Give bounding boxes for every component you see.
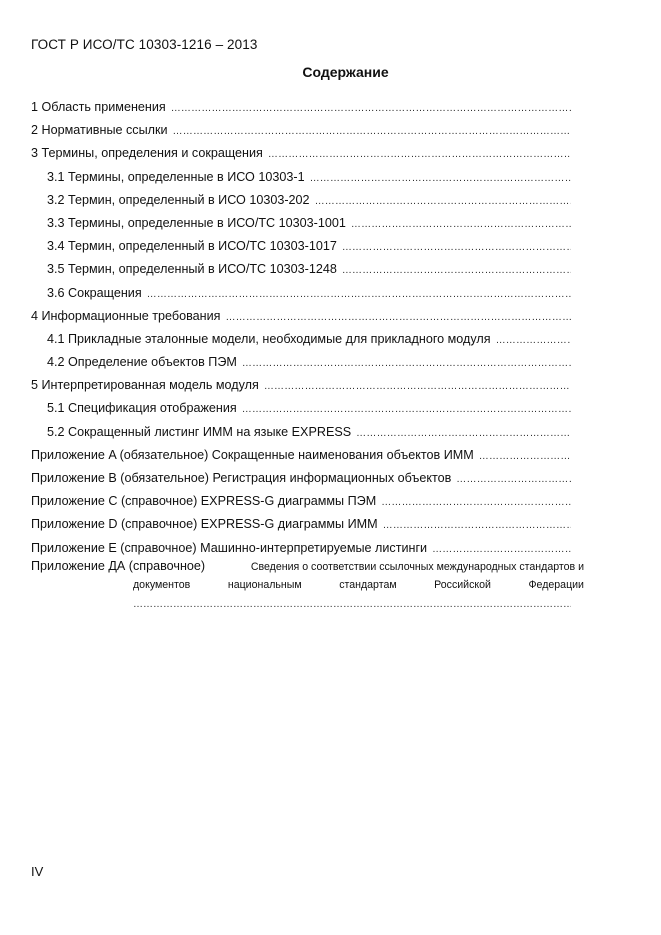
toc-entry[interactable] <box>31 142 571 165</box>
dot-leader <box>268 143 571 166</box>
appendix-da-word: документов <box>133 579 191 591</box>
toc-entry-text: 3.1 Термины, определенные в ИСО 10303-1 <box>47 169 305 184</box>
toc-entry[interactable] <box>31 258 571 281</box>
toc-entry-text: 5.2 Сокращенный листинг ИММ на языке EXPRESS <box>47 424 352 439</box>
toc-entry[interactable] <box>31 490 571 513</box>
dot-leader <box>342 259 571 282</box>
appendix-da-title-line2 <box>133 579 584 591</box>
dot-leader <box>496 329 571 352</box>
table-of-contents <box>31 96 571 560</box>
toc-entry-appendix-da[interactable] <box>31 559 584 610</box>
toc-entry[interactable] <box>31 467 571 490</box>
toc-entry[interactable] <box>31 374 571 397</box>
dot-leader <box>432 538 571 561</box>
contents-title: Содержание <box>302 64 389 80</box>
toc-entry-text: 3.4 Термин, определенный в ИСО/ТС 10303-1017 <box>47 239 337 254</box>
appendix-da-word: Федерации <box>528 579 584 591</box>
toc-entry[interactable] <box>31 189 571 212</box>
dot-leader <box>310 167 571 190</box>
dot-leader <box>342 236 571 259</box>
appendix-da-word: Российской <box>434 579 491 591</box>
appendix-da-word: стандартам <box>339 579 397 591</box>
toc-entry[interactable] <box>31 421 571 444</box>
toc-entry[interactable] <box>31 351 571 374</box>
toc-entry[interactable] <box>31 305 571 328</box>
toc-entry-text: 3.5 Термин, определенный в ИСО/ТС 10303-1248 <box>47 262 337 277</box>
toc-entry[interactable] <box>31 119 571 142</box>
toc-entry[interactable] <box>31 444 571 467</box>
toc-entry-text: 3.2 Термин, определенный в ИСО 10303-202 <box>47 192 310 207</box>
dot-leader <box>173 120 571 143</box>
dot-leader <box>171 97 571 120</box>
toc-entry[interactable] <box>31 212 571 235</box>
toc-entry[interactable] <box>31 513 571 536</box>
dot-leader <box>383 514 571 537</box>
toc-entry-text: Приложение A (обязательное) Сокращенные наименования объектов ИММ <box>31 447 474 462</box>
dot-leader <box>242 398 571 421</box>
toc-entry-text: 3.3 Термины, определенные в ИСО/ТС 10303-1001 <box>47 215 346 230</box>
toc-entry-text: 5 Интерпретированная модель модуля <box>31 378 259 393</box>
dot-leader <box>242 352 571 375</box>
toc-entry-text: 5.1 Спецификация отображения <box>47 401 237 416</box>
document-header: ГОСТ Р ИСО/ТС 10303-1216 – 2013 <box>31 37 258 52</box>
toc-entry-text: 3 Термины, определения и сокращения <box>31 146 263 161</box>
toc-entry-text: 1 Область применения <box>31 100 166 114</box>
dot-leader <box>315 190 571 213</box>
appendix-da-title-line1: Сведения о соответствии ссылочных международных стандартов и <box>250 561 584 573</box>
dot-leader <box>381 491 571 514</box>
dot-leader <box>264 375 571 398</box>
toc-entry-text: 4 Информационные требования <box>31 308 221 323</box>
dot-leader <box>356 422 571 445</box>
toc-entry[interactable] <box>31 537 571 560</box>
dot-leader <box>479 445 571 468</box>
toc-entry-text: 4.2 Определение объектов ПЭМ <box>47 355 237 370</box>
appendix-da-label: Приложение ДА (справочное) <box>31 559 206 573</box>
toc-entry-text: 4.1 Прикладные эталонные модели, необходимые для прикладного модуля <box>47 331 491 346</box>
toc-entry-text: Приложение D (справочное) EXPRESS-G диаграммы ИММ <box>31 517 378 532</box>
dot-leader <box>147 283 571 306</box>
page-number: IV <box>31 864 44 879</box>
toc-entry-text: Приложение B (обязательное) Регистрация информационных объектов <box>31 471 452 485</box>
toc-entry[interactable] <box>31 235 571 258</box>
toc-entry[interactable] <box>31 282 571 305</box>
dot-leader <box>456 468 571 491</box>
dot-leader <box>351 213 571 236</box>
toc-entry[interactable] <box>31 96 571 119</box>
appendix-da-word: национальным <box>227 579 302 591</box>
dot-leader <box>133 599 571 610</box>
toc-entry[interactable] <box>31 166 571 189</box>
toc-entry-text: 3.6 Сокращения <box>47 285 142 300</box>
toc-entry[interactable] <box>31 397 571 420</box>
dot-leader <box>225 306 571 329</box>
toc-entry-text: 2 Нормативные ссылки <box>31 123 168 138</box>
toc-entry[interactable] <box>31 328 571 351</box>
toc-entry-text: Приложение C (справочное) EXPRESS-G диаграммы ПЭМ <box>31 494 377 509</box>
toc-entry-text: Приложение E (справочное) Машинно-интерпретируемые листинги <box>31 540 428 555</box>
